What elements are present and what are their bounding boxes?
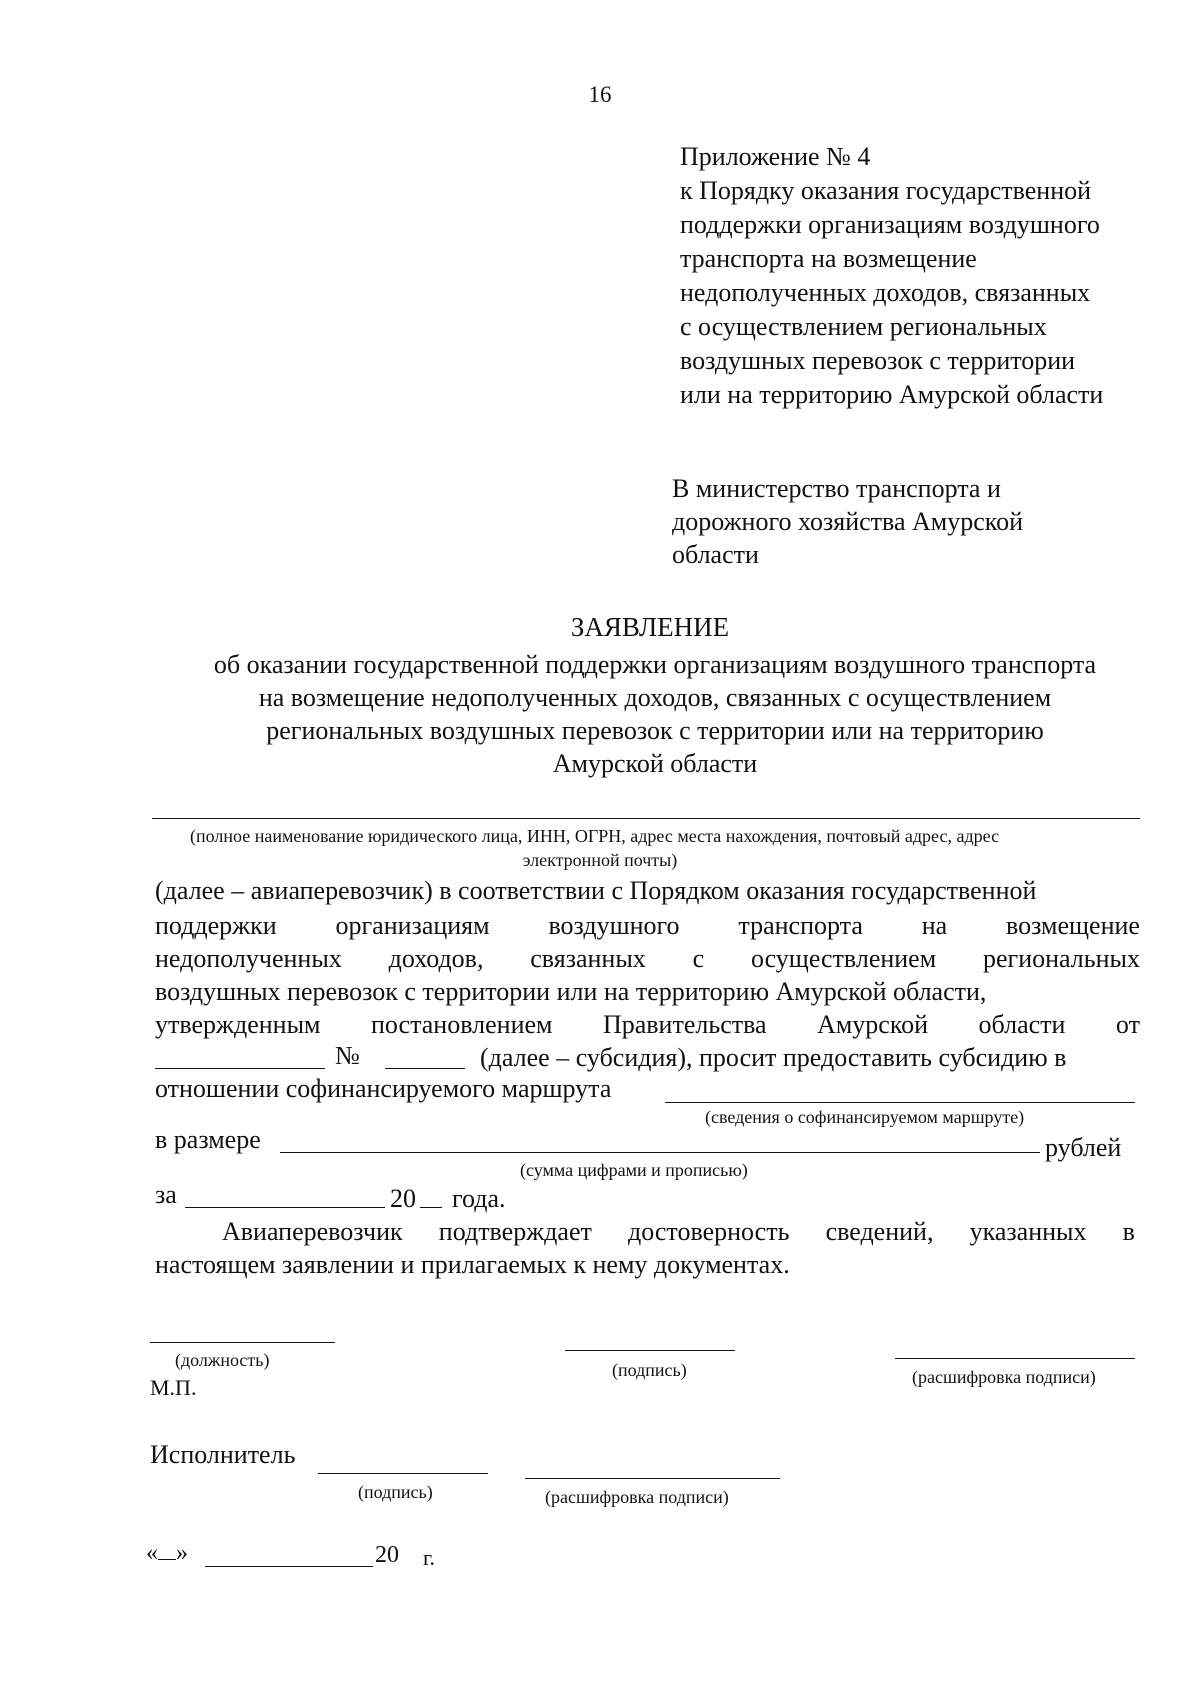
word: Авиаперевозчик xyxy=(222,1217,403,1246)
word: на xyxy=(921,911,948,940)
word: в xyxy=(1122,1217,1135,1246)
body-line: (далее – субсидия), просит предоставить субсидию в xyxy=(480,1043,1067,1072)
addressee-line: В министерство транспорта и xyxy=(672,474,1001,503)
applicant-name-field[interactable] xyxy=(152,818,1140,819)
period-field[interactable] xyxy=(185,1207,385,1208)
word: осуществлением xyxy=(750,944,937,973)
body-line: отношении софинансируемого маршрута xyxy=(155,1074,612,1103)
signature-field[interactable] xyxy=(565,1350,735,1351)
confirm-line: настоящем заявлении и прилагаемых к нему документах. xyxy=(155,1250,790,1279)
period-suffix: года. xyxy=(452,1184,506,1213)
word: утвержденным xyxy=(155,1010,321,1039)
page-number: 16 xyxy=(588,82,612,107)
appendix-line: с осуществлением региональных xyxy=(680,312,1047,341)
stamp-label: М.П. xyxy=(150,1375,197,1400)
date-month-field[interactable] xyxy=(205,1566,373,1567)
executor-label: Исполнитель xyxy=(150,1440,296,1469)
executor-signature-hint: (подпись) xyxy=(358,1482,433,1502)
signature-hint: (подпись) xyxy=(612,1360,687,1380)
date-line xyxy=(146,1540,188,1567)
period-year-field[interactable] xyxy=(420,1207,442,1208)
word: от xyxy=(1115,1010,1140,1039)
amount-label: в размере xyxy=(155,1125,261,1154)
body-line xyxy=(155,944,1140,974)
word: подтверждает xyxy=(438,1217,592,1246)
date-year: 20 xyxy=(375,1542,399,1568)
position-hint: (должность) xyxy=(175,1350,270,1370)
period-year: 20 xyxy=(390,1184,416,1213)
document-subtitle xyxy=(150,648,1160,780)
executor-decode-field[interactable] xyxy=(525,1478,780,1479)
word: постановлением xyxy=(370,1010,553,1039)
word: с xyxy=(692,944,705,973)
word: воздушного xyxy=(548,911,680,940)
resolution-number-field[interactable] xyxy=(385,1068,465,1069)
word: доходов, xyxy=(388,944,484,973)
executor-decode-hint: (расшифровка подписи) xyxy=(545,1487,729,1507)
applicant-hint-cont: электронной почты) xyxy=(522,850,678,870)
body-line xyxy=(155,1010,1140,1040)
appendix-header xyxy=(680,140,1180,412)
signature-decode-field[interactable] xyxy=(895,1358,1135,1359)
appendix-line: Приложение № 4 xyxy=(680,142,871,171)
word: достоверность xyxy=(628,1217,790,1246)
period-prefix: за xyxy=(155,1180,177,1209)
resolution-date-field[interactable] xyxy=(155,1068,325,1069)
word: организациям xyxy=(335,911,490,940)
document-title: ЗАЯВЛЕНИЕ xyxy=(570,612,730,642)
word: поддержки xyxy=(155,911,277,940)
word: области xyxy=(978,1010,1066,1039)
word: Амурской xyxy=(817,1010,929,1039)
word: указанных xyxy=(969,1217,1087,1246)
subtitle-line: об оказании государственной поддержки организациям воздушного транспорта xyxy=(213,650,1097,679)
word: транспорта xyxy=(738,911,863,940)
date-close-quote: » xyxy=(176,1540,188,1566)
date-open-quote: « xyxy=(146,1540,158,1566)
amount-unit: рублей xyxy=(1045,1133,1122,1162)
route-field[interactable] xyxy=(665,1102,1135,1103)
number-sign: № xyxy=(335,1041,360,1070)
subtitle-line: региональных воздушных перевозок с территории или на территорию xyxy=(266,716,1044,745)
appendix-line: транспорта на возмещение xyxy=(680,244,977,273)
applicant-hint: (полное наименование юридического лица, ИНН, ОГРН, адрес места нахождения, почтовый адрес, адрес xyxy=(190,826,1000,846)
appendix-line: или на территорию Амурской области xyxy=(680,380,1104,409)
body-line: (далее – авиаперевозчик) в соответствии с Порядком оказания государственной xyxy=(155,876,1037,905)
addressee-line: дорожного хозяйства Амурской xyxy=(672,507,1023,536)
word: возмещение xyxy=(1006,911,1140,940)
addressee-line: области xyxy=(672,540,759,569)
word: сведений, xyxy=(825,1217,934,1246)
confirm-line xyxy=(222,1217,1135,1247)
position-field[interactable] xyxy=(150,1342,335,1343)
appendix-line: к Порядку оказания государственной xyxy=(680,176,1092,205)
subtitle-line: на возмещение недополученных доходов, связанных с осуществлением xyxy=(258,683,1052,712)
amount-field[interactable] xyxy=(280,1152,1040,1153)
signature-decode-hint: (расшифровка подписи) xyxy=(912,1367,1096,1387)
body-line: воздушных перевозок с территории или на территорию Амурской области, xyxy=(155,977,987,1006)
word: связанных xyxy=(530,944,646,973)
addressee-block xyxy=(672,472,1023,571)
route-hint: (сведения о софинансируемом маршруте) xyxy=(705,1107,1025,1127)
amount-hint: (сумма цифрами и прописью) xyxy=(520,1160,748,1180)
appendix-line: поддержки организациям воздушного xyxy=(680,210,1100,239)
executor-signature-field[interactable] xyxy=(318,1473,488,1474)
date-day-field[interactable] xyxy=(158,1545,176,1560)
word: Правительства xyxy=(602,1010,767,1039)
word: региональных xyxy=(982,944,1140,973)
appendix-line: воздушных перевозок с территории xyxy=(680,346,1076,375)
subtitle-line: Амурской области xyxy=(552,749,758,778)
word: недополученных xyxy=(155,944,342,973)
body-line xyxy=(155,911,1140,941)
appendix-line: недополученных доходов, связанных xyxy=(680,278,1091,307)
date-suffix: г. xyxy=(423,1545,436,1570)
